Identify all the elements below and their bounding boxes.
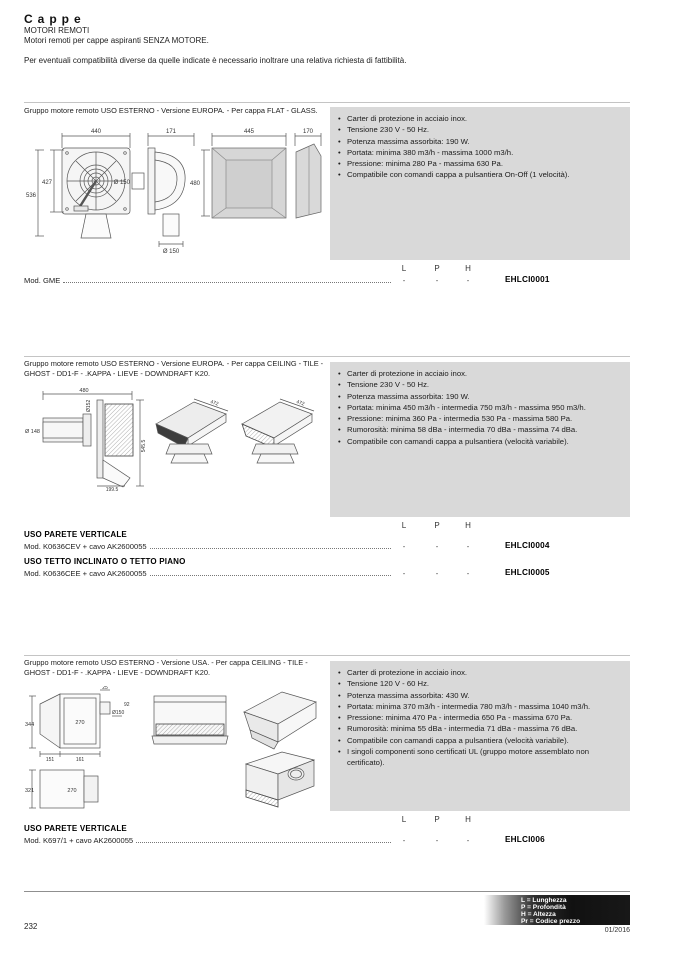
dim-label: Ø 150 bbox=[162, 249, 180, 255]
legend-item: L = Lunghezza bbox=[521, 896, 567, 904]
technical-drawing-wall-cowl bbox=[24, 686, 330, 812]
dotted-leader bbox=[150, 574, 391, 576]
spec-item: • Carter di protezione in acciaio inox. bbox=[338, 368, 622, 379]
dim-label: 171 bbox=[165, 129, 177, 135]
model-line bbox=[24, 276, 394, 285]
spec-box bbox=[330, 107, 630, 260]
dim-label: Ø 148 bbox=[25, 429, 40, 435]
dotted-leader bbox=[136, 841, 391, 843]
spec-item: • Carter di protezione in acciaio inox. bbox=[338, 113, 622, 124]
legend-box bbox=[484, 895, 630, 925]
dim-label: 270 bbox=[75, 720, 85, 726]
dotted-leader bbox=[63, 281, 391, 283]
dim-label: 161 bbox=[75, 757, 85, 763]
spec-item: • Portata: minima 380 m3/h - massima 1000 m3/h. bbox=[338, 147, 622, 158]
model-label: Mod. K0636CEV + cavo AK2600055 bbox=[24, 542, 147, 551]
spec-box bbox=[330, 661, 630, 811]
column-header-h: H bbox=[465, 264, 471, 273]
price-code: EHLCI0005 bbox=[505, 568, 550, 577]
dim-label: 545.5 bbox=[141, 439, 147, 453]
spec-item: • Compatibile con camandi cappa a pulsantiera (velocità variabile). bbox=[338, 436, 622, 447]
model-row bbox=[24, 569, 630, 581]
spec-item: • I singoli componenti sono certificati UL (gruppo motore assemblato non certificato). bbox=[338, 746, 622, 769]
spec-item: • Compatibile con camandi cappa a pulsantiera (velocità variabile). bbox=[338, 735, 622, 746]
price-code: EHLCI0004 bbox=[505, 541, 550, 550]
column-header-p: P bbox=[434, 264, 440, 273]
dim-label: 270 bbox=[67, 788, 77, 794]
header-note: Per eventuali compatibilità diverse da quelle indicate è necessario inoltrare una relativa richiesta di fattibilità. bbox=[24, 56, 407, 65]
legend-item: H = Altezza bbox=[521, 910, 556, 918]
usage-heading: USO TETTO INCLINATO O TETTO PIANO bbox=[24, 557, 186, 566]
spec-list bbox=[338, 667, 622, 769]
column-header-l: L bbox=[401, 815, 407, 824]
price-code: EHLCI006 bbox=[505, 835, 545, 844]
column-header-l: L bbox=[401, 521, 407, 530]
spec-item: • Potenza massima assorbita: 430 W. bbox=[338, 690, 622, 701]
edition-date: 01/2016 bbox=[604, 927, 630, 934]
column-header-h: H bbox=[465, 815, 471, 824]
value-p: - bbox=[435, 569, 439, 578]
dim-label: Ø150 bbox=[112, 710, 125, 716]
value-l: - bbox=[402, 542, 406, 551]
page-number: 232 bbox=[24, 922, 38, 931]
spec-item: • Potenza massima assorbita: 190 W. bbox=[338, 391, 622, 402]
dim-label: 440 bbox=[90, 129, 102, 135]
dotted-leader bbox=[150, 547, 391, 549]
spec-list bbox=[338, 368, 622, 447]
legend-item: P = Profondità bbox=[521, 903, 566, 911]
dim-label: 92 bbox=[124, 702, 130, 708]
spec-item: • Rumorosità: minima 58 dBa - intermedia 70 dBa - massima 74 dBa. bbox=[338, 424, 622, 435]
dim-label: 472 bbox=[209, 399, 220, 408]
model-row bbox=[24, 836, 630, 848]
spec-item: • Pressione: minima 470 Pa - intermedia 650 Pa - massima 670 Pa. bbox=[338, 712, 622, 723]
value-h: - bbox=[466, 569, 470, 578]
model-line bbox=[24, 542, 394, 551]
dim-label: 427 bbox=[41, 180, 52, 186]
model-row bbox=[24, 542, 630, 554]
value-h: - bbox=[466, 276, 470, 285]
section-title: Gruppo motore remoto USO ESTERNO - Versione EUROPA. - Per cappa CEILING - TILE - GHOST - DD1-F - .KAPPA - LIEVE - DOWNDRAFT K20. bbox=[24, 359, 324, 378]
dim-label: 472 bbox=[295, 399, 306, 408]
spec-item: • Potenza massima assorbita: 190 W. bbox=[338, 136, 622, 147]
value-l: - bbox=[402, 569, 406, 578]
model-label: Mod. K697/1 + cavo AK2600055 bbox=[24, 836, 134, 845]
header-subtitle: MOTORI REMOTI bbox=[24, 26, 90, 35]
value-h: - bbox=[466, 542, 470, 551]
spec-item: • Rumorosità: minima 55 dBa - intermedia 71 dBa - massima 76 dBa. bbox=[338, 723, 622, 734]
column-header-h: H bbox=[465, 521, 471, 530]
section-divider bbox=[24, 102, 630, 103]
spec-item: • Compatibile con comandi cappa a pulsantiera On-Off (1 velocità). bbox=[338, 169, 622, 180]
section-divider bbox=[24, 655, 630, 656]
dim-label: Ø 150 bbox=[113, 180, 130, 186]
column-header-p: P bbox=[434, 521, 440, 530]
dim-label: 321 bbox=[25, 788, 35, 794]
value-l: - bbox=[402, 836, 406, 845]
spec-item: • Tensione 230 V - 50 Hz. bbox=[338, 124, 622, 135]
legend-item: Pr = Codice prezzo bbox=[521, 918, 581, 926]
dim-label: 536 bbox=[25, 193, 36, 199]
dim-label: 344 bbox=[25, 722, 35, 728]
spec-item: • Portata: minima 370 m3/h - intermedia 780 m3/h - massima 1040 m3/h. bbox=[338, 701, 622, 712]
usage-heading: USO PARETE VERTICALE bbox=[24, 824, 127, 833]
value-p: - bbox=[435, 836, 439, 845]
technical-drawing-roof-cowl bbox=[24, 386, 330, 492]
spec-item: • Tensione 230 V - 50 Hz. bbox=[338, 379, 622, 390]
header-description: Motori remoti per cappe aspiranti SENZA MOTORE. bbox=[24, 36, 209, 45]
section-divider bbox=[24, 356, 630, 357]
spec-list bbox=[338, 113, 622, 181]
dim-label: 151 bbox=[45, 757, 55, 763]
model-line bbox=[24, 836, 394, 845]
spec-item: • Portata: minima 450 m3/h - intermedia 750 m3/h - massima 950 m3/h. bbox=[338, 402, 622, 413]
column-header-p: P bbox=[434, 815, 440, 824]
dim-label: Ø152 bbox=[86, 399, 92, 412]
dim-label: 170 bbox=[302, 129, 314, 135]
spec-item: • Pressione: minima 360 Pa - intermedia 530 Pa - massima 580 Pa. bbox=[338, 413, 622, 424]
brand-title: Cappe bbox=[24, 12, 86, 26]
dim-label: 480 bbox=[189, 181, 200, 187]
model-label: Mod. GME bbox=[24, 276, 61, 285]
section-title: Gruppo motore remoto USO ESTERNO - Versione USA. - Per cappa CEILING - TILE - GHOST - DD1-F - .KAPPA - LIEVE - DOWNDRAFT K20. bbox=[24, 658, 308, 677]
dim-label: 480 bbox=[79, 388, 89, 394]
value-p: - bbox=[435, 542, 439, 551]
price-code: EHLCI0001 bbox=[505, 275, 550, 284]
spec-item: • Carter di protezione in acciaio inox. bbox=[338, 667, 622, 678]
footer-rule bbox=[24, 891, 630, 892]
model-label: Mod. K0636CEE + cavo AK2600055 bbox=[24, 569, 147, 578]
model-line bbox=[24, 569, 394, 578]
dim-label: 25 bbox=[102, 686, 108, 691]
spec-box bbox=[330, 362, 630, 517]
dim-label: 445 bbox=[243, 129, 255, 135]
value-p: - bbox=[435, 276, 439, 285]
technical-drawing-motor-front-side-cover bbox=[24, 122, 326, 260]
spec-item: • Tensione 120 V - 60 Hz. bbox=[338, 678, 622, 689]
value-h: - bbox=[466, 836, 470, 845]
section-title: Gruppo motore remoto USO ESTERNO - Versione EUROPA. - Per cappa FLAT - GLASS. bbox=[24, 106, 318, 115]
column-header-l: L bbox=[401, 264, 407, 273]
value-l: - bbox=[402, 276, 406, 285]
model-row bbox=[24, 276, 630, 288]
spec-item: • Pressione: minima 280 Pa - massima 630 Pa. bbox=[338, 158, 622, 169]
usage-heading: USO PARETE VERTICALE bbox=[24, 530, 127, 539]
dim-label: 199.5 bbox=[105, 487, 119, 492]
